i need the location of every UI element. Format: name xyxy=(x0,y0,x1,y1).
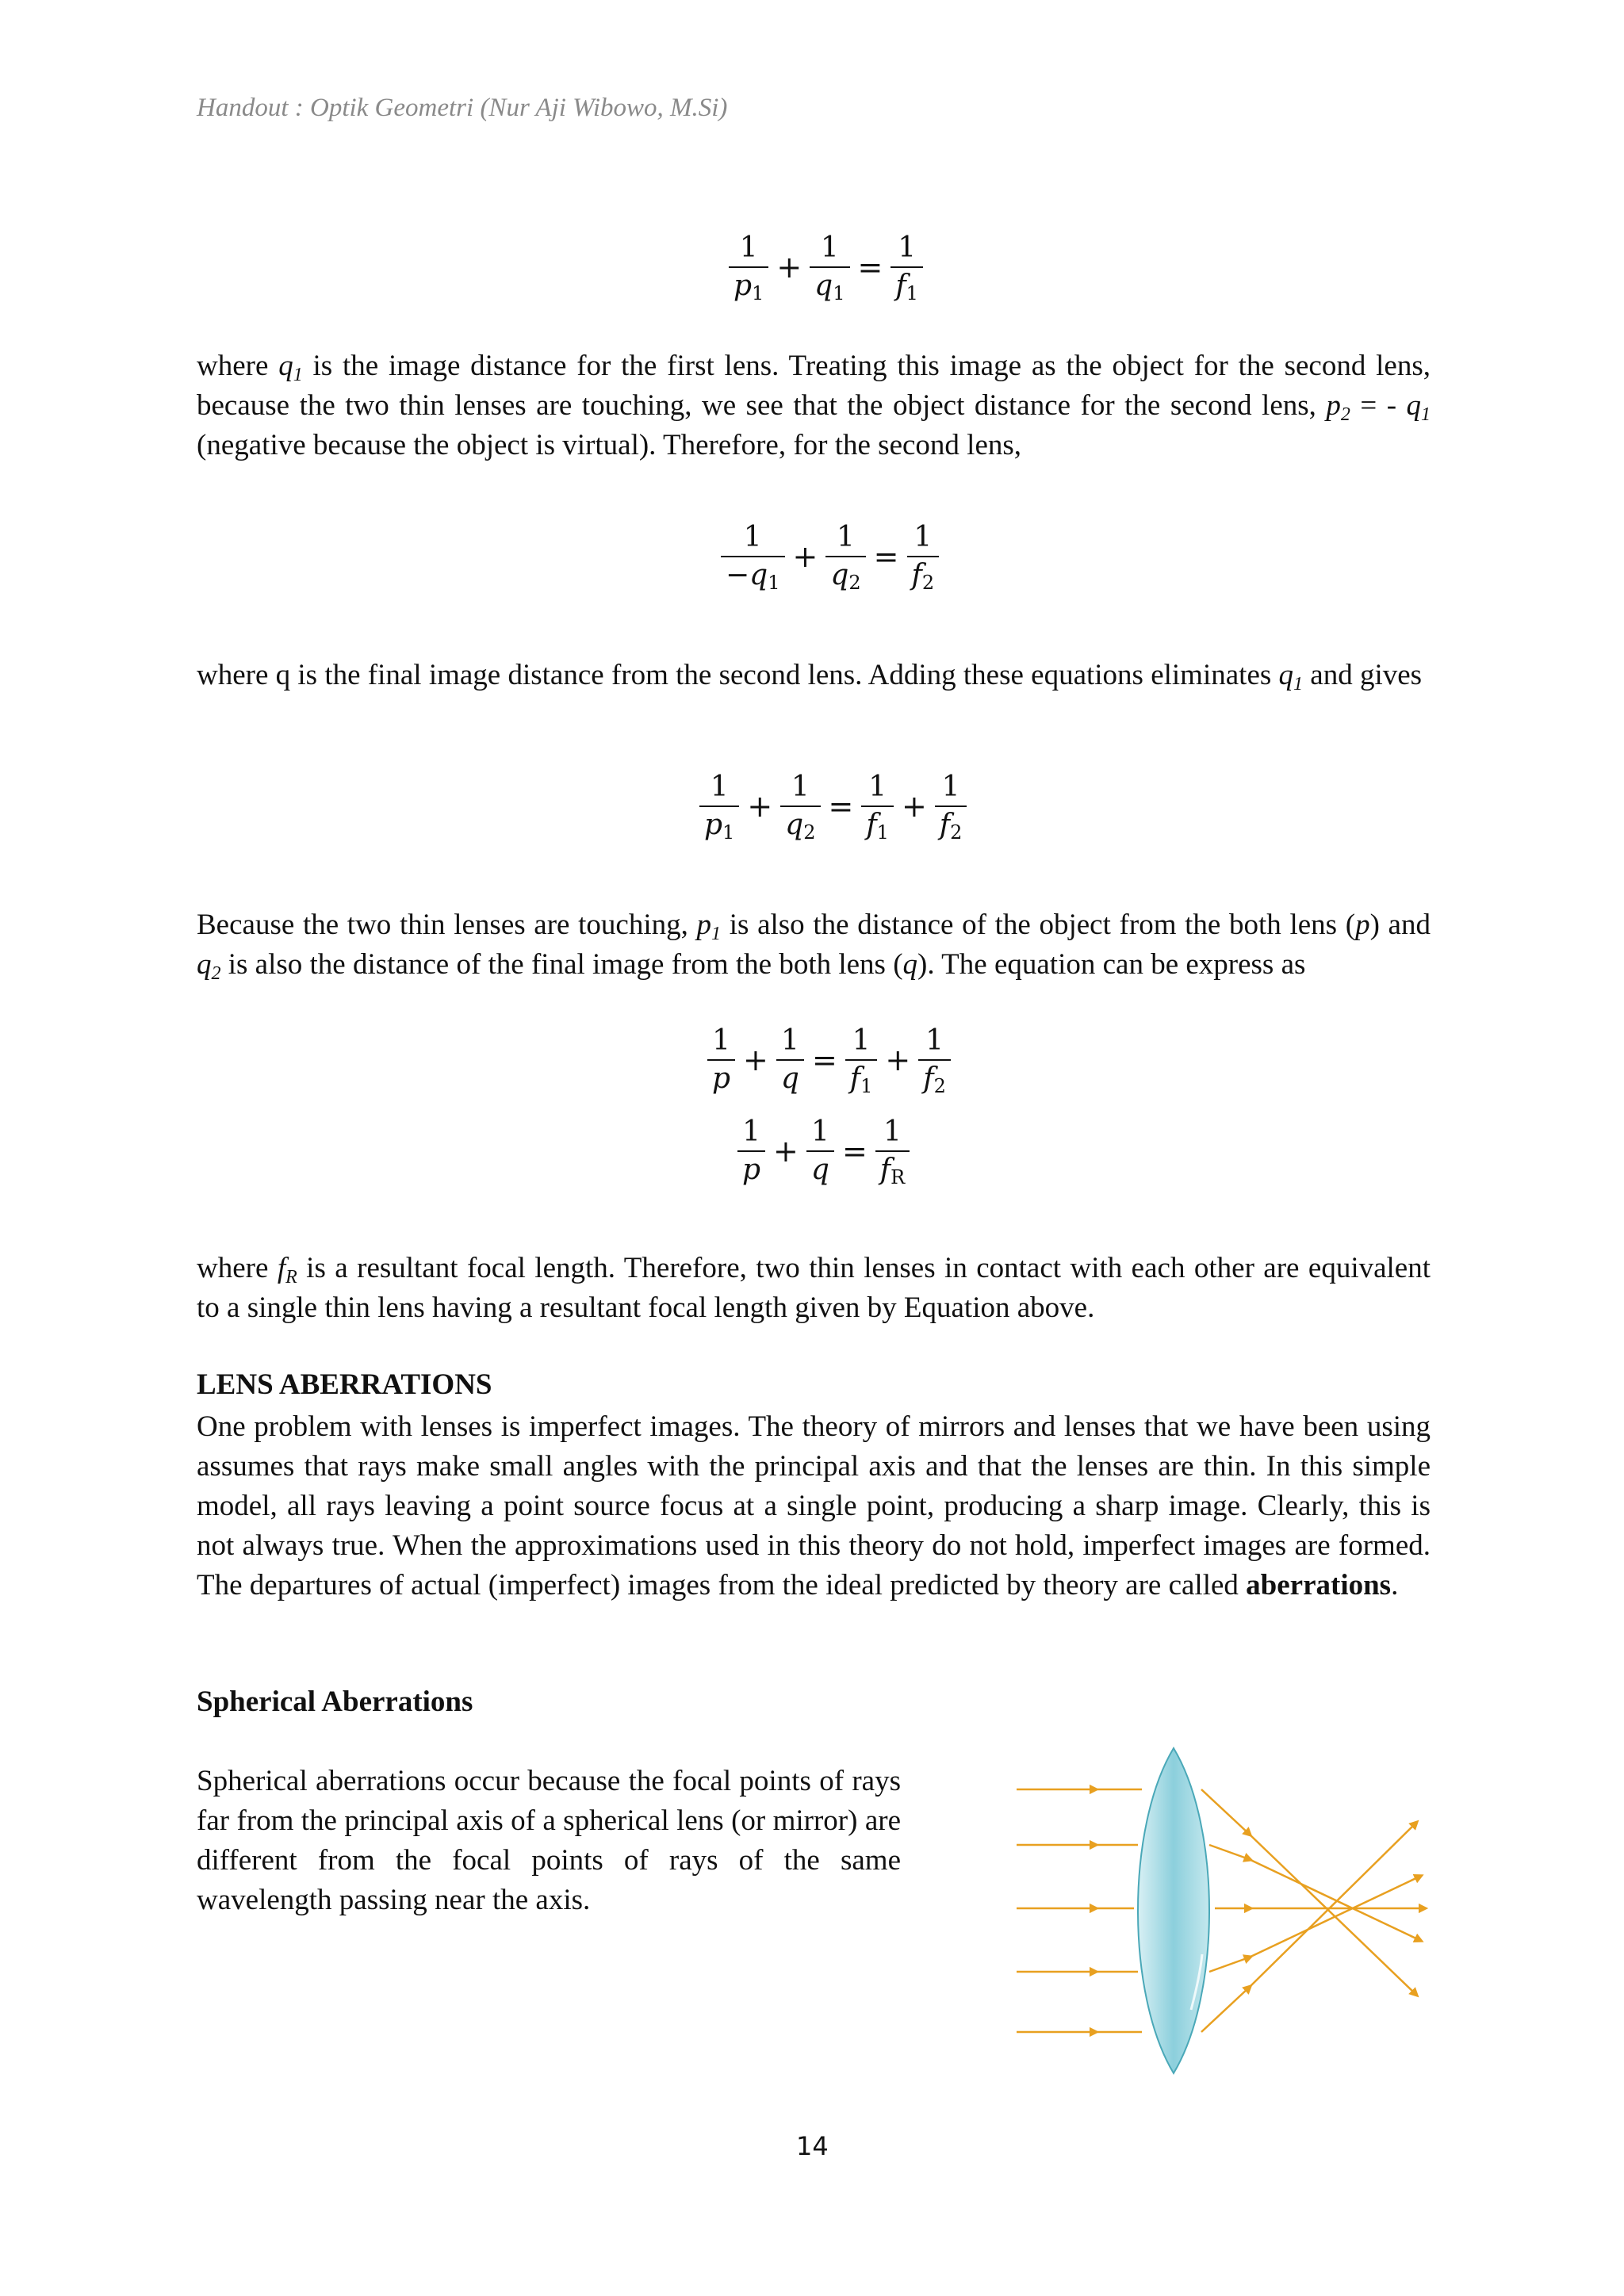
paragraph-5: One problem with lenses is imperfect images. The theory of mirrors and lenses that we have been using assumes that rays make small angles with the principal axis and that the lenses are thin. In this simple model, all rays leaving a point source focus at a single point, producing a sharp image. Clearly, this is not always true. When the approximations used in this theory do not hold, imperfect images are formed. The departures of actual (imperfect) images from the ideal predicted by theory are called aberrations. xyxy=(197,1410,1431,1601)
equation-combined: $\frac{1}{p}$ + $\frac{1}{q}$ = $\frac{1}{f_1}$ + $\frac{1}{f_2}$ xyxy=(704,1023,954,1097)
section-heading-lens-aberrations: LENS ABERRATIONS xyxy=(197,1368,492,1401)
outgoing-rays xyxy=(1201,1789,1423,2032)
equation-thin-lens-1: $\frac{1}{p_1}$ + $\frac{1}{q_1}$ = $\frac{1}{f_1}$ xyxy=(726,230,926,304)
spherical-aberration-figure xyxy=(1007,1740,1435,2081)
paragraph-2: where q is the final image distance from the second lens. Adding these equations eliminates $q_1$ and gives xyxy=(197,659,1423,695)
paragraph-4: where $f_R$ is a resultant focal length. Therefore, two thin lenses in contact with each other are equivalent to a single thin lens having a resultant focal length given by Equation above. xyxy=(197,1252,1431,1324)
page-header: Handout : Optik Geometri (Nur Aji Wibowo, M.Si) xyxy=(197,94,728,122)
convex-lens xyxy=(1138,1748,1209,2073)
paragraph-6: Spherical aberrations occur because the focal points of rays far from the principal axis of a spherical lens (or mirror) are different from the focal points of rays of the same wavelength passing near the axis. xyxy=(197,1765,901,1916)
incoming-rays xyxy=(1017,1789,1142,2032)
paragraph-3: Because the two thin lenses are touching, $p_1$ is also the distance of the object from the both lens (p) and $q_2$ is also the distance of the final image from the both lens (q). The equation can be express as xyxy=(197,909,1431,984)
page-number: 14 xyxy=(796,2131,829,2161)
equation-sum: $\frac{1}{p_1}$ + $\frac{1}{q_2}$ = $\frac{1}{f_1}$ + $\frac{1}{f_2}$ xyxy=(696,769,970,844)
equation-resultant: $\frac{1}{p}$ + $\frac{1}{q}$ = $\frac{1}{f_R}$ xyxy=(734,1114,913,1188)
paragraph-1: where $q_1$ is the image distance for the first lens. Treating this image as the object for the second lens, because the two thin lenses are touching, we see that the object distance for the second lens, $p_2$ = - $q_1$ (negative because the object is virtual). Therefore, for the second lens, xyxy=(197,350,1431,461)
subheading-spherical-aberrations: Spherical Aberrations xyxy=(197,1686,473,1718)
equation-thin-lens-2: $\frac{1}{-q_1}$ + $\frac{1}{q_2}$ = $\frac{1}{f_2}$ xyxy=(718,519,942,594)
